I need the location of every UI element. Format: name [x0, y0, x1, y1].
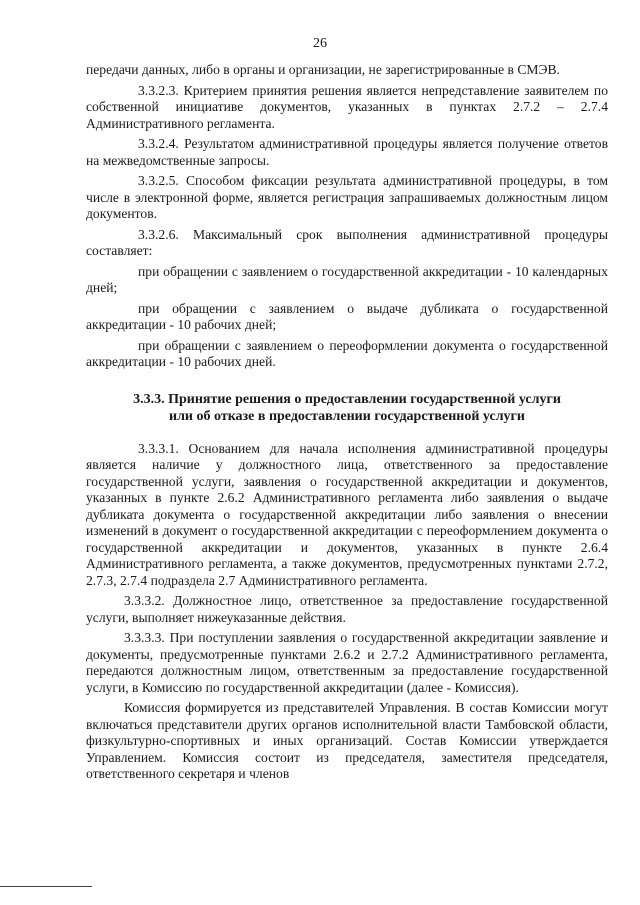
- page-number: 26: [313, 36, 327, 51]
- paragraph: 3.3.2.5. Способом фиксации результата административной процедуры, в том числе в электронной форме, является регистрация запрашиваемых должностным лицом документов.: [86, 173, 608, 221]
- paragraph: при обращении с заявлением о выдаче дубликата о государственной аккредитации - 10 рабочих дней;: [86, 300, 608, 332]
- section-heading-line-1: 3.3.3. Принятие решения о предоставлении государственной услуги: [133, 391, 561, 407]
- paragraph: Комиссия формируется из представителей Управления. В состав Комиссии могут включаться представители других органов исполнительной власти Тамбовской области, физкультурно-спортивных и иных организаций. Состав Комиссии утверждается Управлением. Комиссия состоит из председателя, заместителя председателя, ответственного секретаря и членов: [86, 700, 608, 781]
- paragraph: 3.3.2.4. Результатом административной процедуры является получение ответов на межведомственные запросы.: [86, 136, 608, 168]
- paragraph: передачи данных, либо в органы и организации, не зарегистрированные в СМЭВ.: [86, 62, 560, 77]
- paragraph: 3.3.2.3. Критерием принятия решения является непредставление заявителем по собственной инициативе документов, указанных в пунктах 2.7.2 – 2.7.4 Административного регламента.: [86, 82, 608, 131]
- footnote-divider: [0, 886, 92, 887]
- paragraphs-bottom: [86, 441, 608, 783]
- section-heading-line-2: или об отказе в предоставлении государственной услуги: [169, 408, 525, 424]
- section-heading: [86, 391, 608, 425]
- page-content: [86, 62, 608, 787]
- paragraph: 3.3.3.2. Должностное лицо, ответственное за предоставление государственной услуги, выполняет нижеуказанные действия.: [86, 593, 608, 625]
- paragraph: 3.3.3.1. Основанием для начала исполнения административной процедуры является наличие у должностного лица, ответственного за предоставление государственной услуги, заявления о государственной аккредитации и документов, указанных в пункте 2.6.2 Административного регламента либо заявления о выдаче дубликата документа о государственной аккредитации либо заявления о внесении изменений в документ о государственной аккредитации с переоформлением документа о государственной аккредитации и документов, указанных в пункте 2.6.4 Административного регламента, а также документов, предусмотренных пунктами 2.7.2, 2.7.3, 2.7.4 подраздела 2.7 Административного регламента.: [86, 440, 608, 588]
- paragraph: 3.3.3.3. При поступлении заявления о государственной аккредитации заявление и документы, предусмотренные пунктами 2.6.2 и 2.7.2 Административного регламента, передаются должностным лицом, ответственным за предоставление государственной услуги, в Комиссию по государственной аккредитации (далее - Комиссия).: [86, 630, 608, 695]
- paragraph: при обращении с заявлением о государственной аккредитации - 10 календарных дней;: [86, 263, 608, 295]
- paragraphs-top: [86, 62, 608, 371]
- paragraph: 3.3.2.6. Максимальный срок выполнения административной процедуры составляет:: [86, 226, 608, 258]
- paragraph: при обращении с заявлением о переоформлении документа о государственной аккредитации - 10 рабочих дней.: [86, 337, 608, 369]
